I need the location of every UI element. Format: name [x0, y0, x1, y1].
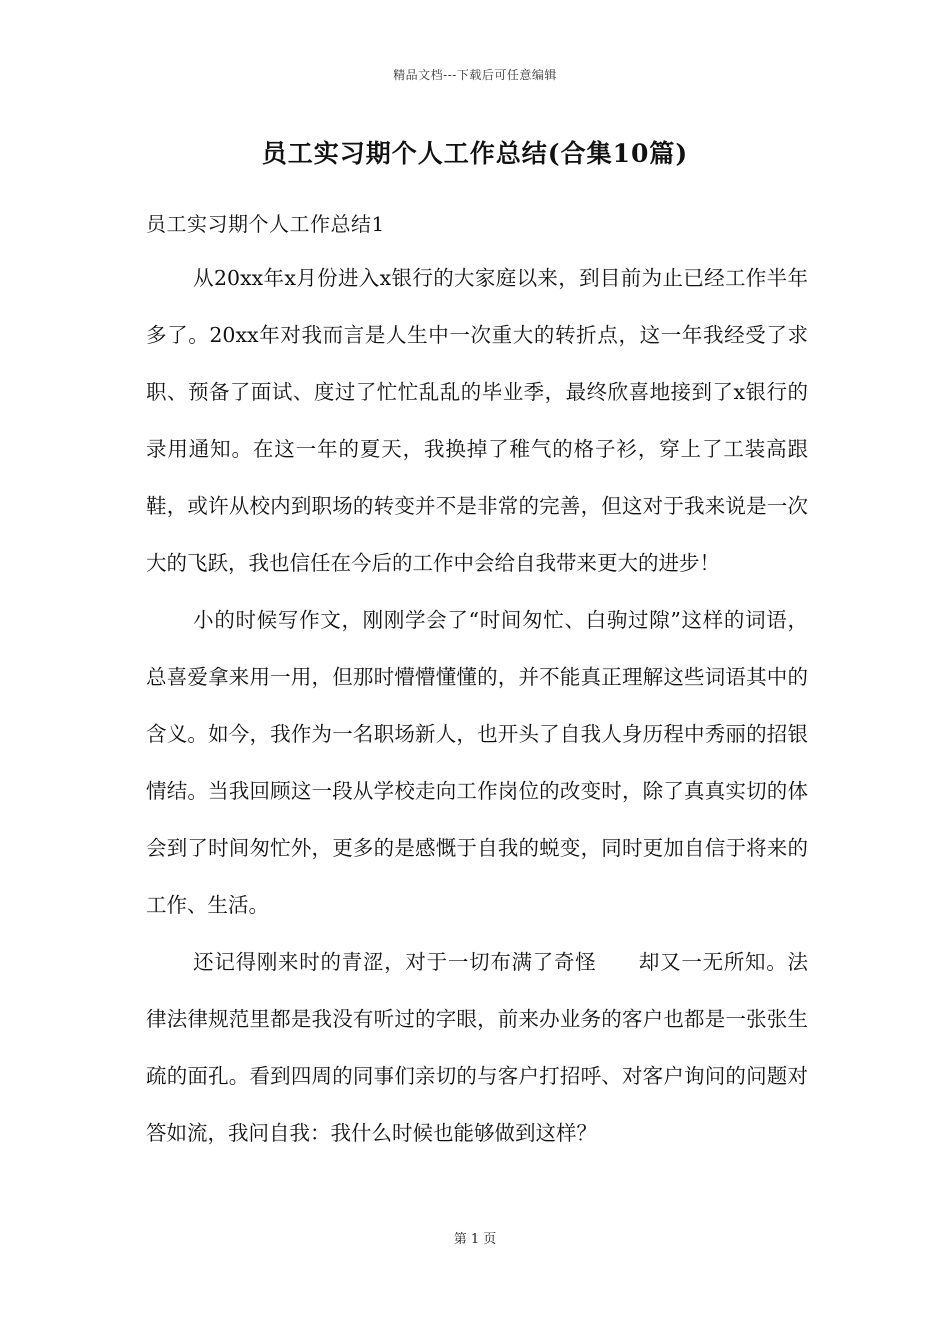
- paragraph-1: 从20xx年x月份进入x银行的大家庭以来，到目前为止已经工作半年多了。20xx年对我而言是人生中一次重大的转折点，这一年我经受了求职、预备了面试、度过了忙忙乱乱的毕业季，最终欣喜地接到了x银行的录用通知。在这一年的夏天，我换掉了稚气的格子衫，穿上了工装高跟鞋，或许从校内到职场的转变并不是非常的完善，但这对于我来说是一次大的飞跃，我也信任在今后的工作中会给自我带来更大的进步！: [146, 266, 808, 575]
- page-number: 第 1 页: [453, 1232, 497, 1247]
- section-title: 员工实习期个人工作总结1: [146, 212, 385, 236]
- document-title: 员工实习期个人工作总结(合集10篇): [261, 139, 689, 168]
- header-note: 精品文档---下载后可任意编辑: [393, 68, 557, 82]
- paragraph-2: 小的时候写作文，刚刚学会了“时间匆忙、白驹过隙”这样的词语，总喜爱拿来用一用，但那时懵懵懂懂的，并不能真正理解这些词语其中的含义。如今，我作为一名职场新人，也开头了自我人身历程中秀丽的招银情结。当我回顾这一段从学校走向工作岗位的改变时，除了真真实切的体会到了时间匆忙外，更多的是感慨于自我的蜕变，同时更加自信于将来的工作、生活。: [146, 608, 808, 917]
- paragraph-3: 还记得刚来时的青涩，对于一切布满了奇怪 却又一无所知。法律法律规范里都是我没有听过的字眼，前来办业务的客户也都是一张张生疏的面孔。看到四周的同事们亲切的与客户打招呼、对客户询问的问题对答如流，我问自我：我什么时候也能够做到这样？: [146, 950, 808, 1145]
- document-body: [146, 250, 808, 1162]
